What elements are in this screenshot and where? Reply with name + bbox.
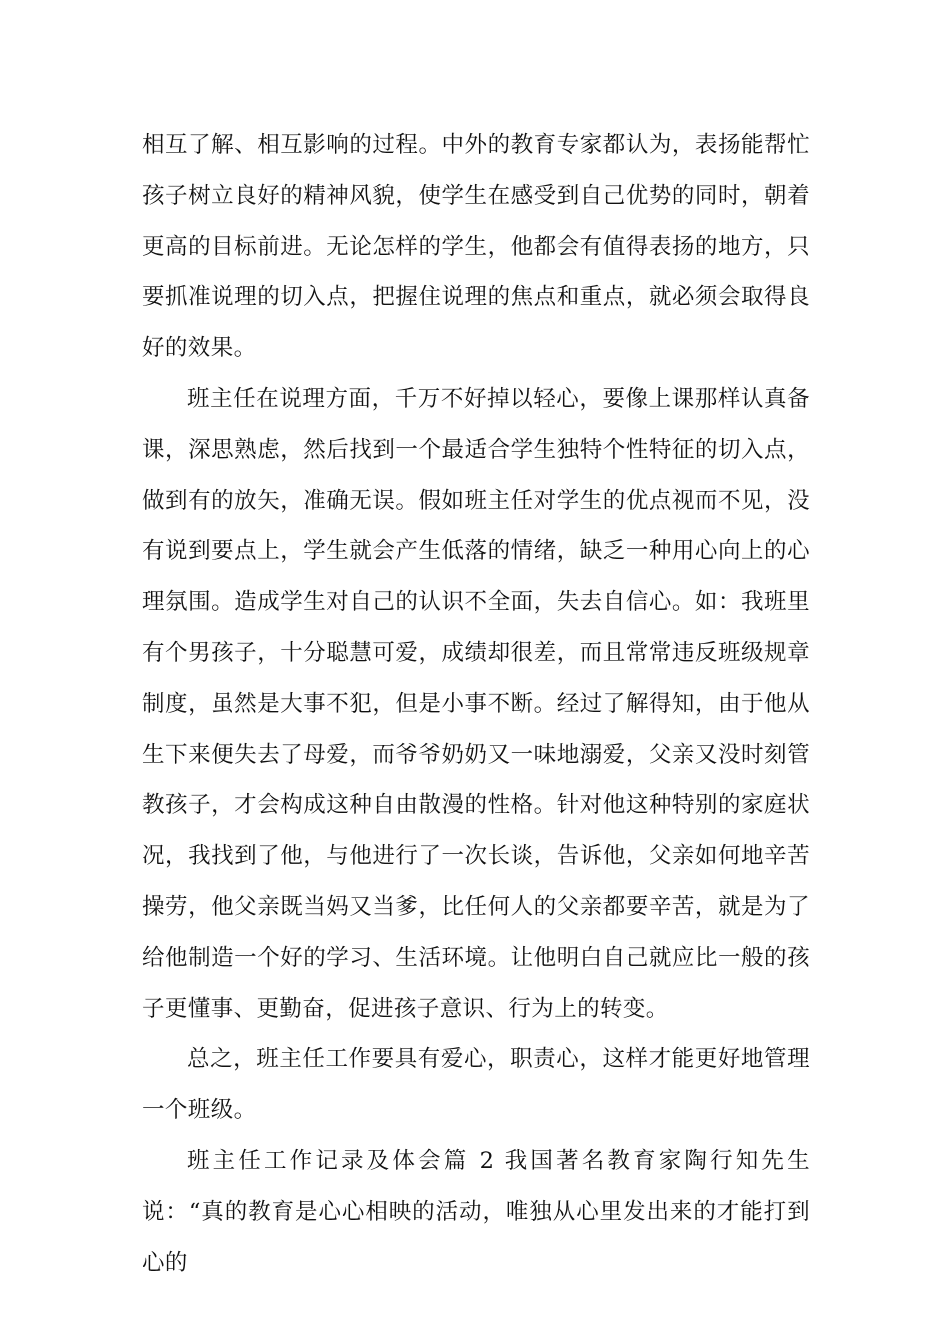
paragraph-1: 相互了解、相互影响的过程。中外的教育专家都认为，表扬能帮忙孩子树立良好的精神风貌，使学生在感受到自己优势的同时，朝着更高的目标前进。无论怎样的学生，他都会有值得表扬的地方，只要抓准说理的切入点，把握住说理的焦点和重点，就必须会取得良好的效果。: [142, 132, 810, 362]
paragraph-2: 班主任在说理方面，千万不好掉以轻心，要像上课那样认真备课，深思熟虑，然后找到一个最适合学生独特个性特征的切入点，做到有的放矢，准确无误。假如班主任对学生的优点视而不见，没有说到要点上，学生就会产生低落的情绪，缺乏一种用心向上的心理氛围。造成学生对自己的认识不全面，失去自信心。如：我班里有个男孩子，十分聪慧可爱，成绩却很差，而且常常违反班级规章制度，虽然是大事不犯，但是小事不断。经过了解得知，由于他从生下来便失去了母爱，而爷爷奶奶又一味地溺爱，父亲又没时刻管教孩子，才会构成这种自由散漫的性格。针对他这种特别的家庭状况，我找到了他，与他进行了一次长谈，告诉他，父亲如何地辛苦操劳，他父亲既当妈又当爹，比任何人的父亲都要辛苦，就是为了给他制造一个好的学习、生活环境。让他明白自己就应比一般的孩子更懂事、更勤奋，促进孩子意识、行为上的转变。: [142, 385, 810, 1022]
body-text: [142, 120, 810, 1288]
paragraph-3: 总之，班主任工作要具有爱心，职责心，这样才能更好地管理一个班级。: [142, 1046, 810, 1124]
paragraph-4: 班主任工作记录及体会篇 2 我国著名教育家陶行知先生说：“真的教育是心心相映的活动，唯独从心里发出来的才能打到心的: [142, 1147, 810, 1276]
